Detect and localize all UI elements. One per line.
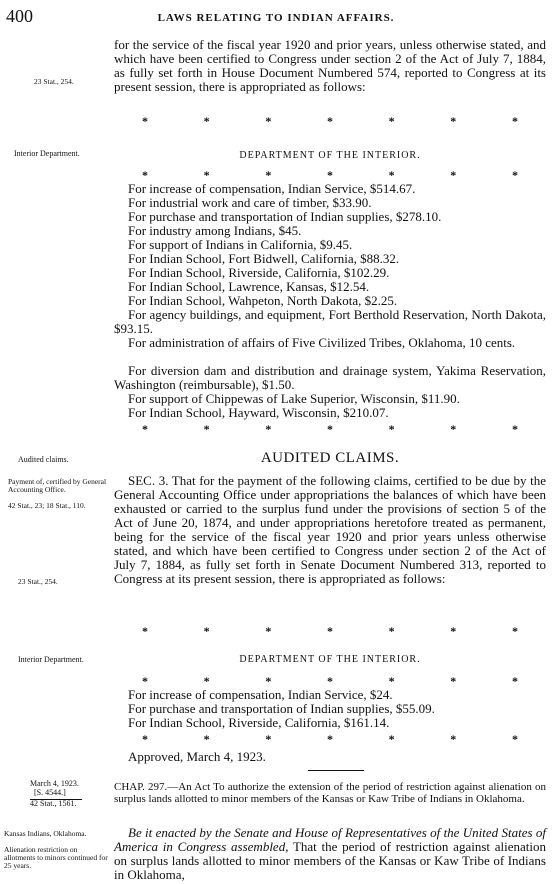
top-paragraph: for the service of the fiscal year 1920 and prior years, unless otherwise stated, and which have been certified to Congress under section 2 of the Act of July 7, 1884, as fully set forth in House Document Numbered 574, reported to Congress at its present session, there is appropriated as follows: (114, 37, 546, 94)
appropriation-item: For Indian School, Riverside, California, $102.29. (128, 265, 390, 280)
star: * (388, 422, 395, 436)
enacting-text: That the period of restriction against alienation on surplus lands allotted to minor members of the Kansas or Kaw Tribe of Indians in Oklahoma, (114, 839, 546, 882)
star: * (450, 422, 457, 436)
star: * (450, 674, 457, 688)
side-note-payment: Payment of, certified by General Accounting Office. (8, 477, 107, 494)
star: * (203, 422, 210, 436)
appropriation-item: For increase of compensation, Indian Service, $24. (128, 687, 393, 702)
appropriation-item: For industry among Indians, $45. (128, 223, 302, 238)
star: * (203, 732, 210, 746)
star: * (265, 168, 272, 182)
star: * (265, 114, 272, 128)
side-note-kansas: Kansas Indians, Oklahoma. (4, 829, 87, 838)
side-note-interior-2: Interior Department. (18, 655, 84, 664)
audited-claims-heading: AUDITED CLAIMS. (260, 450, 400, 466)
star: * (142, 624, 148, 638)
star: * (326, 114, 333, 128)
side-note-stat-4: 42 Stat., 1561. (30, 799, 82, 808)
star: * (326, 624, 333, 638)
star: * (203, 114, 210, 128)
star: * (142, 422, 148, 436)
star: * (326, 732, 333, 746)
star: * (326, 168, 333, 182)
appropriation-item: For industrial work and care of timber, $33.90. (128, 195, 372, 210)
dept-heading-2: DEPARTMENT OF THE INTERIOR. (239, 654, 421, 665)
star: * (450, 732, 457, 746)
stars-row-3 (114, 422, 546, 437)
appropriation-item: For Indian School, Riverside, California, $161.14. (128, 715, 390, 730)
side-note-alienation: Alienation restriction on allotments to minors continued for 25 years. (4, 845, 108, 870)
star: * (388, 674, 395, 688)
stars-row-6 (114, 732, 546, 747)
enacting-clause (114, 826, 546, 882)
star: * (511, 674, 518, 688)
star: * (511, 168, 518, 182)
side-note-audited: Audited claims. (18, 455, 69, 464)
appropriation-item: For Indian School, Wahpeton, North Dakota, $2.25. (128, 293, 398, 308)
enacting-formula: Be it enacted by the Senate and House of Representatives of the United States of America in Congress assembled, (114, 825, 546, 854)
chapter-caption: CHAP. 297.—An Act To authorize the extension of the period of restriction against alienation on surplus lands allotted to minor members of the Kansas or Kaw Tribe of Indians in Oklahoma. (114, 781, 546, 805)
star: * (388, 732, 395, 746)
appropriation-item: For Indian School, Hayward, Wisconsin, $210.07. (128, 405, 389, 420)
appropriation-item: For administration of affairs of Five Civilized Tribes, Oklahoma, 10 cents. (128, 335, 516, 350)
appropriation-item: For agency buildings, and equipment, Fort Berthold Reservation, North Dakota, $93.15. (114, 307, 546, 336)
star: * (511, 732, 518, 746)
star: * (203, 674, 210, 688)
stars-row-1 (114, 114, 546, 129)
star: * (511, 114, 518, 128)
star: * (265, 624, 272, 638)
appropriation-item: For Indian School, Fort Bidwell, California, $88.32. (128, 251, 400, 266)
page-number: 400 (6, 6, 33, 26)
side-note-stat-3: 23 Stat., 254. (18, 577, 58, 586)
star: * (326, 674, 333, 688)
section-rule (308, 770, 364, 771)
approved-line: Approved, March 4, 1923. (128, 749, 266, 764)
appropriation-item: For increase of compensation, Indian Service, $514.67. (128, 181, 416, 196)
side-note-interior-1: Interior Department. (14, 149, 80, 158)
star: * (142, 732, 148, 746)
appropriation-item: For purchase and transportation of Indian supplies, $55.09. (128, 701, 435, 716)
star: * (203, 624, 210, 638)
side-note-date: March 4, 1923. (30, 779, 79, 788)
star: * (388, 168, 395, 182)
appropriation-item: For support of Chippewas of Lake Superior, Wisconsin, $11.90. (128, 391, 460, 406)
dept-heading-1: DEPARTMENT OF THE INTERIOR. (239, 150, 421, 161)
side-note-stat-2: 42 Stat., 23; 18 Stat., 110. (8, 501, 86, 510)
star: * (450, 168, 457, 182)
appropriation-item: For support of Indians in California, $9.45. (128, 237, 353, 252)
star: * (511, 624, 518, 638)
star: * (511, 422, 518, 436)
star: * (203, 168, 210, 182)
star: * (450, 114, 457, 128)
star: * (142, 114, 148, 128)
star: * (265, 732, 272, 746)
running-header-title: LAWS RELATING TO INDIAN AFFAIRS. (157, 12, 395, 24)
star: * (265, 674, 272, 688)
side-note-stat-1: 23 Stat., 254. (34, 77, 74, 86)
star: * (450, 624, 457, 638)
side-note-bill: [S. 4544.] (34, 788, 66, 797)
audited-claims-paragraph: SEC. 3. That for the payment of the following claims, certified to be due by the General Accounting Office under appropriations the balances of which have been exhausted or carried to the surplus fund under the provisions of section 5 of the Act of June 20, 1874, and under appropriations heretofore treated as permanent, being for the service of the fiscal year 1920 and prior years unless otherwise stated, and which have been certified to Congress under section 2 of the Act of July 7, 1884, as fully set forth in Senate Document Numbered 313, reported to Congress at its present session, there is appropriated as follows: (114, 473, 546, 586)
appropriation-item: For Indian School, Lawrence, Kansas, $12.54. (128, 279, 370, 294)
star: * (326, 422, 333, 436)
appropriation-item: For diversion dam and distribution and drainage system, Yakima Reservation, Washington (reimbursable), $1.50. (114, 363, 546, 392)
star: * (388, 114, 395, 128)
stars-row-4 (114, 624, 546, 639)
star: * (265, 422, 272, 436)
star: * (142, 168, 148, 182)
star: * (142, 674, 148, 688)
appropriation-item: For purchase and transportation of Indian supplies, $278.10. (128, 209, 442, 224)
star: * (388, 624, 395, 638)
